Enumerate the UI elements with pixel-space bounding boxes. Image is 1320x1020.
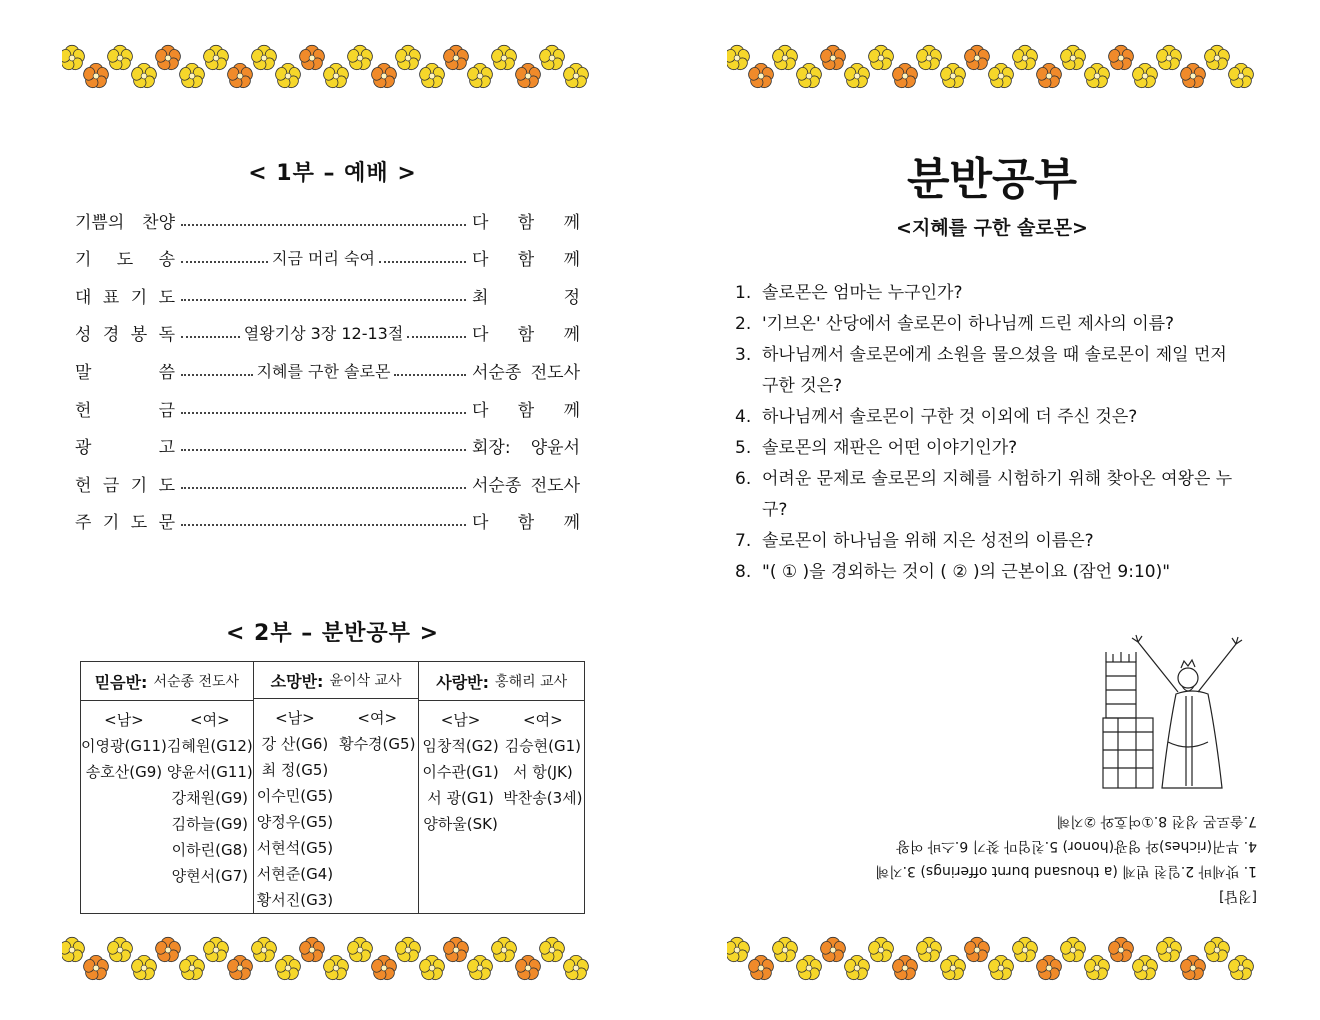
program-label: 주 기 도 문	[75, 513, 175, 534]
gender-header: <여>	[523, 711, 563, 729]
program-leader: 다 함 께	[472, 325, 580, 346]
class-name: 사랑반:	[436, 672, 490, 692]
student-name: 이수관(G1)	[422, 763, 499, 781]
class-name: 소망반:	[270, 671, 324, 691]
program-dot-leader	[181, 290, 466, 301]
answer-key	[775, 808, 1257, 908]
student-name: 양윤서(G11)	[166, 763, 253, 781]
question-number: 1.	[735, 283, 752, 303]
girls-list	[502, 707, 584, 837]
program-leader: 다 함 께	[472, 212, 580, 233]
student-name: 김혜원(G12)	[166, 737, 253, 755]
program-dot-leader	[181, 359, 466, 382]
class-column	[254, 662, 420, 913]
student-name: 김하늘(G9)	[171, 815, 248, 833]
class-teacher: 홍해리 교사	[495, 674, 568, 690]
class-name: 믿음반:	[94, 672, 148, 692]
answer-line: 1. 밧세바 2.일천 번제 (a thousand burnt offerings) 3.지혜	[875, 863, 1257, 879]
student-name: 송호산(G9)	[85, 763, 163, 781]
program-label: 기쁨의 찬양	[75, 212, 175, 233]
program-row	[75, 508, 580, 534]
program-row	[75, 207, 580, 233]
question-number: 4.	[735, 407, 752, 427]
question-item	[735, 526, 1245, 557]
question-text: 솔로몬의 재판은 어떤 이야기인가?	[762, 438, 1018, 458]
page-subtitle: <지혜를 구한 솔로몬>	[896, 217, 1088, 239]
class-column	[81, 662, 254, 913]
program-leader: 회장: 양윤서	[472, 438, 580, 459]
program-label: 말 씀	[75, 362, 175, 383]
program-row	[75, 282, 580, 308]
class-column	[419, 662, 584, 913]
program-label: 기 도 송	[75, 250, 175, 271]
answer-line: 7.솔로몬 성전 8.①여호와 ②지혜	[1056, 813, 1257, 829]
program-dot-leader	[181, 403, 466, 414]
question-number: 8.	[735, 562, 752, 582]
program-detail: 지혜를 구한 솔로몬	[256, 361, 391, 381]
program-row	[75, 320, 580, 346]
question-number: 2.	[735, 314, 752, 334]
student-name: 최 정(G5)	[261, 761, 329, 779]
class-header	[419, 662, 584, 701]
question-item	[735, 433, 1245, 464]
program-detail: 열왕기상 3장 12-13절	[243, 324, 404, 344]
student-name: 서현석(G5)	[256, 839, 334, 857]
class-header	[81, 662, 253, 701]
part2-title: < 2부 – 분반공부 >	[225, 621, 440, 646]
question-number: 6.	[735, 469, 752, 489]
flower-border-icon	[62, 928, 592, 988]
student-name: 서현준(G4)	[256, 865, 334, 883]
student-name: 서 광(G1)	[427, 789, 494, 807]
class-table	[80, 661, 585, 914]
answers-heading: [정답]	[1219, 888, 1257, 904]
program-dot-leader	[181, 440, 466, 451]
program-row	[75, 245, 580, 271]
student-name: 강 산(G6)	[261, 735, 329, 753]
boys-list	[81, 707, 167, 889]
part1-title: < 1부 – 예배 >	[248, 161, 417, 186]
program-label: 헌 금	[75, 400, 175, 421]
class-teacher: 서순종 전도사	[153, 674, 240, 690]
gender-header: <남>	[104, 711, 144, 729]
question-text: 하나님께서 솔로몬이 구한 것 이외에 더 주신 것은?	[762, 407, 1138, 427]
program-label: 성 경 봉 독	[75, 325, 175, 346]
program-label: 헌 금 기 도	[75, 475, 175, 496]
program-leader: 최 정	[472, 287, 580, 308]
question-item	[735, 557, 1245, 588]
flower-border-icon	[62, 36, 592, 96]
question-text: 솔로몬이 하나님을 위해 지은 성전의 이름은?	[762, 531, 1094, 551]
student-name: 강채원(G9)	[171, 789, 248, 807]
king-solomon-praying-icon	[1098, 632, 1258, 792]
flower-border-icon	[727, 36, 1257, 96]
program-dot-leader	[181, 515, 466, 526]
question-item	[735, 340, 1245, 402]
question-text: 어려운 문제로 솔로몬의 지혜를 시험하기 위해 찾아온 여왕은 누구?	[762, 469, 1233, 520]
program-row	[75, 470, 580, 496]
student-name: 이수민(G5)	[256, 787, 334, 805]
program-label: 대 표 기 도	[75, 287, 175, 308]
program-dot-leader	[181, 478, 466, 489]
program-row	[75, 395, 580, 421]
program-leader: 다 함 께	[472, 400, 580, 421]
program-dot-leader	[181, 246, 466, 269]
program-leader: 서순종 전도사	[472, 362, 580, 383]
student-name: 서 항(JK)	[513, 763, 573, 781]
question-item	[735, 309, 1245, 340]
question-text: "( ① )을 경외하는 것이 ( ② )의 근본이요 (잠언 9:10)"	[762, 562, 1171, 582]
class-teacher: 윤이삭 교사	[329, 673, 402, 689]
question-number: 7.	[735, 531, 752, 551]
gender-header: <남>	[440, 711, 481, 729]
student-name: 양하울(SK)	[423, 815, 498, 833]
question-item	[735, 278, 1245, 309]
student-name: 이영광(G11)	[81, 737, 167, 755]
page-title: 분반공부	[906, 154, 1077, 205]
student-name: 김승현(G1)	[504, 737, 582, 755]
boys-list	[254, 705, 336, 913]
question-number: 3.	[735, 345, 752, 365]
gender-header: <여>	[357, 709, 398, 727]
question-list	[735, 278, 1245, 588]
program-row	[75, 433, 580, 459]
question-number: 5.	[735, 438, 752, 458]
student-name: 양현서(G7)	[171, 867, 248, 885]
program-row	[75, 357, 580, 383]
program-leader: 다 함 께	[472, 513, 580, 534]
gender-header: <남>	[275, 709, 315, 727]
student-name: 박찬송(3세)	[503, 789, 583, 807]
program-label: 광 고	[75, 438, 175, 459]
student-name: 황서진(G3)	[256, 891, 334, 909]
class-header	[254, 662, 419, 699]
program-detail: 지금 머리 숙여	[272, 249, 375, 269]
program-dot-leader	[181, 321, 466, 344]
program-leader: 서순종 전도사	[472, 475, 580, 496]
question-item	[735, 402, 1245, 433]
student-name: 황수경(G5)	[339, 735, 416, 753]
girls-list	[336, 705, 418, 913]
program-dot-leader	[181, 215, 466, 226]
question-text: 솔로몬은 엄마는 누구인가?	[762, 283, 963, 303]
program-leader: 다 함 께	[472, 250, 580, 271]
student-name: 임창적(G2)	[422, 737, 499, 755]
flower-border-icon	[727, 928, 1257, 988]
student-name: 양정우(G5)	[256, 813, 334, 831]
question-text: 하나님께서 솔로몬에게 소원을 물으셨을 때 솔로몬이 제일 먼저 구한 것은?	[762, 345, 1227, 396]
boys-list	[419, 707, 501, 837]
student-name: 이하린(G8)	[171, 841, 248, 859]
gender-header: <여>	[190, 711, 230, 729]
question-item	[735, 464, 1245, 526]
question-text: '기브온' 산당에서 솔로몬이 하나님께 드린 제사의 이름?	[762, 314, 1175, 334]
girls-list	[167, 707, 253, 889]
answer-line: 4. 부귀(riches)와 영광(honor) 5.친엄마 찾기 6.스바 여왕	[896, 838, 1257, 854]
